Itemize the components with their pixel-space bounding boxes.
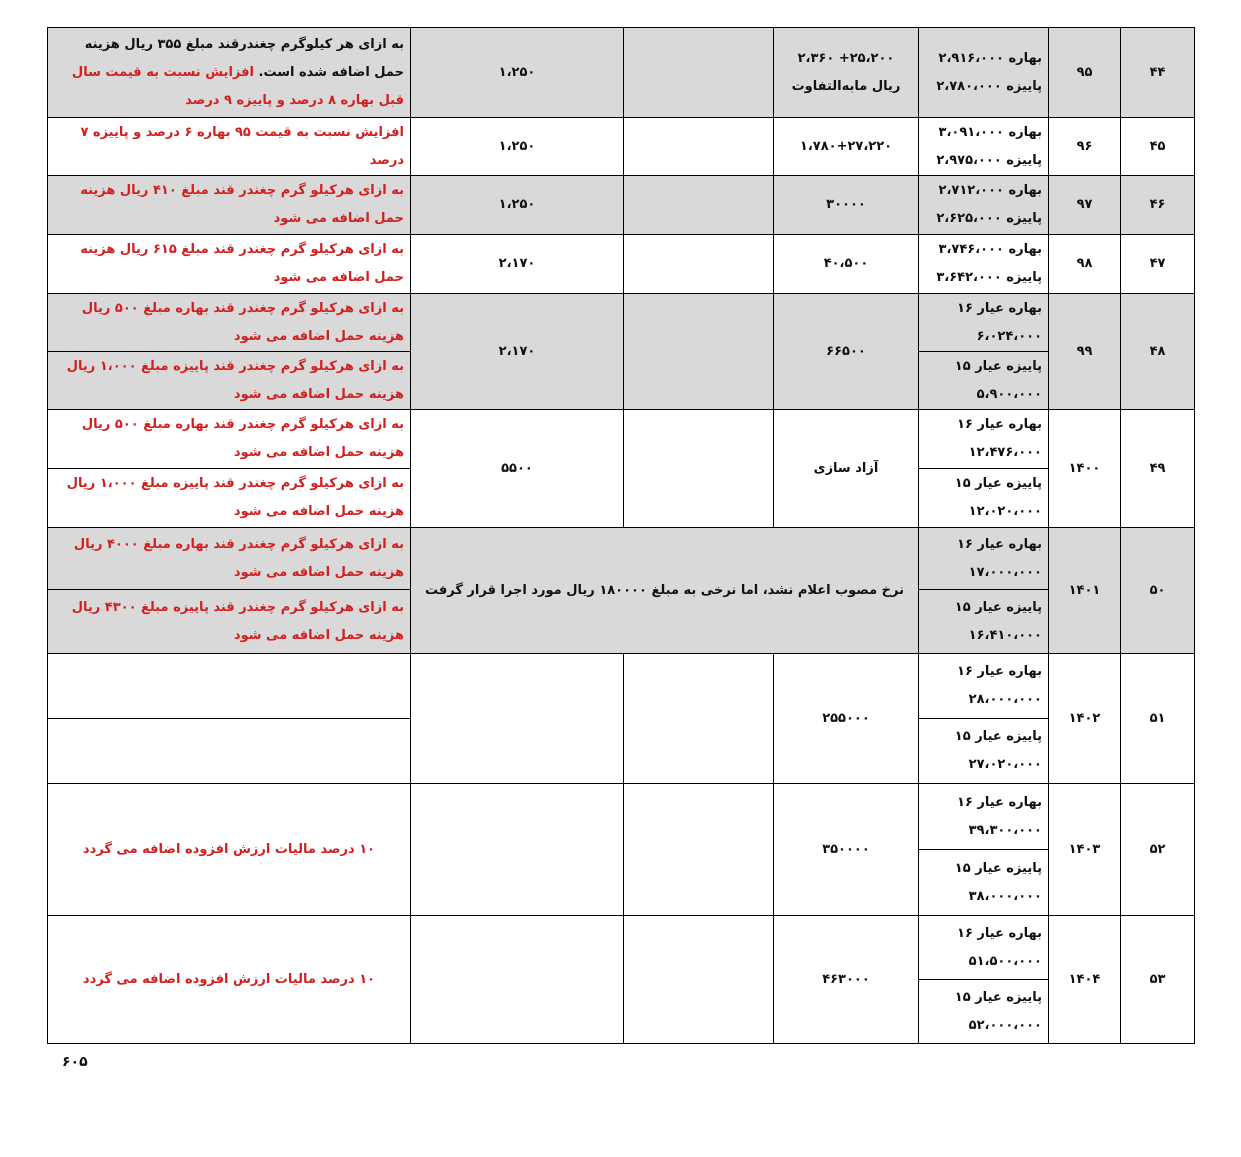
table-row bbox=[48, 294, 1195, 352]
note-red: افزایش نسبت به قیمت سال قبل بهاره ۸ درصد و پاییزه ۹ درصد bbox=[71, 64, 404, 108]
autumn-cell bbox=[919, 590, 1049, 654]
row-index: ۵۳ bbox=[1121, 916, 1195, 1044]
row-note-spring bbox=[48, 654, 411, 719]
autumn-price: پاییزه ۲،۷۸۰،۰۰۰ bbox=[936, 78, 1042, 94]
table-row bbox=[48, 235, 1195, 294]
row-index: ۵۱ bbox=[1121, 654, 1195, 784]
row-year: ۹۵ bbox=[1049, 28, 1121, 118]
autumn-label: پاییزه عیار ۱۵ bbox=[954, 729, 1042, 744]
row-year: ۹۷ bbox=[1049, 176, 1121, 235]
row-cost: ۵۵۰۰ bbox=[411, 410, 624, 528]
row-year: ۱۴۰۲ bbox=[1049, 654, 1121, 784]
row-cost: ۱،۲۵۰ bbox=[411, 176, 624, 235]
row-cost: ۱،۲۵۰ bbox=[411, 28, 624, 118]
spring-label: بهاره عیار ۱۶ bbox=[957, 925, 1042, 941]
rate-value: ۲۵،۲۰۰+ ۲،۳۶۰ bbox=[797, 50, 895, 66]
spring-price: ۶،۰۲۴،۰۰۰ bbox=[976, 328, 1042, 344]
table-row bbox=[48, 916, 1195, 980]
autumn-price: ۱۶،۴۱۰،۰۰۰ bbox=[968, 627, 1042, 643]
autumn-price: ۱۲،۰۲۰،۰۰۰ bbox=[968, 504, 1042, 519]
row-year: ۱۴۰۰ bbox=[1049, 410, 1121, 528]
autumn-label: پاییزه عیار ۱۵ bbox=[954, 476, 1042, 491]
row-price bbox=[919, 176, 1049, 235]
note-black: به ازای هر کیلوگرم چغندرقند مبلغ ۳۵۵ ریال هزینه حمل اضافه شده است. bbox=[84, 36, 404, 80]
spring-price: ۱۷،۰۰۰،۰۰۰ bbox=[968, 564, 1042, 580]
spring-cell bbox=[919, 294, 1049, 352]
row-note-spring: به ازای هرکیلو گرم چغندر قند بهاره مبلغ ۵۰۰ ریال هزینه حمل اضافه می شود bbox=[48, 410, 411, 469]
row-note-autumn: به ازای هرکیلو گرم چغندر قند پاییزه مبلغ ۱،۰۰۰ ریال هزینه حمل اضافه می شود bbox=[48, 469, 411, 528]
spring-price: ۳۹،۳۰۰،۰۰۰ bbox=[968, 822, 1042, 838]
row-note: به ازای هرکیلو گرم چغندر قند مبلغ ۴۱۰ ریال هزینه حمل اضافه می شود bbox=[48, 176, 411, 235]
row-note: به ازای هرکیلو گرم چغندر قند مبلغ ۶۱۵ ریال هزینه حمل اضافه می شود bbox=[48, 235, 411, 294]
row-note-spring: به ازای هرکیلو گرم چغندر قند بهاره مبلغ ۴۰۰۰ ریال هزینه حمل اضافه می شود bbox=[48, 528, 411, 590]
spring-price: ۵۱،۵۰۰،۰۰۰ bbox=[968, 953, 1042, 969]
row-price bbox=[919, 28, 1049, 118]
row-index: ۴۴ bbox=[1121, 28, 1195, 118]
row-rate: ۴۶۳۰۰۰ bbox=[774, 916, 919, 1044]
autumn-cell bbox=[919, 850, 1049, 916]
row-cost bbox=[411, 784, 624, 916]
row-rate: ۳۰۰۰۰ bbox=[774, 176, 919, 235]
row-note: ۱۰ درصد مالیات ارزش افزوده اضافه می گردد bbox=[48, 916, 411, 1044]
row-rate: ۱،۷۸۰+۲۷،۲۲۰ bbox=[774, 118, 919, 176]
autumn-label: پاییزه عیار ۱۵ bbox=[954, 358, 1042, 374]
autumn-cell bbox=[919, 980, 1049, 1044]
row-index: ۴۸ bbox=[1121, 294, 1195, 410]
spring-label: بهاره عیار ۱۶ bbox=[957, 300, 1042, 316]
row-year: ۹۶ bbox=[1049, 118, 1121, 176]
row-note-autumn bbox=[48, 719, 411, 784]
row-index: ۴۹ bbox=[1121, 410, 1195, 528]
autumn-label: پاییزه عیار ۱۵ bbox=[954, 989, 1042, 1005]
row-empty bbox=[624, 294, 774, 410]
row-empty bbox=[624, 118, 774, 176]
spring-price: ۱۲،۴۷۶،۰۰۰ bbox=[968, 445, 1042, 460]
spring-cell bbox=[919, 916, 1049, 980]
row-year: ۹۹ bbox=[1049, 294, 1121, 410]
spring-price: بهاره ۲،۹۱۶،۰۰۰ bbox=[938, 50, 1042, 66]
row-cost: ۲،۱۷۰ bbox=[411, 235, 624, 294]
spring-label: بهاره عیار ۱۶ bbox=[957, 536, 1042, 552]
row-note: افزایش نسبت به قیمت ۹۵ بهاره ۶ درصد و پاییزه ۷ درصد bbox=[48, 118, 411, 176]
row-empty bbox=[624, 654, 774, 784]
table-row bbox=[48, 654, 1195, 719]
row-note-autumn: به ازای هرکیلو گرم چغندر قند پاییزه مبلغ ۴۳۰۰ ریال هزینه حمل اضافه می شود bbox=[48, 590, 411, 654]
spring-cell bbox=[919, 654, 1049, 719]
spring-price: ۲۸،۰۰۰،۰۰۰ bbox=[968, 692, 1042, 707]
row-rate: ۳۵۰۰۰۰ bbox=[774, 784, 919, 916]
table-row bbox=[48, 176, 1195, 235]
row-year: ۱۴۰۳ bbox=[1049, 784, 1121, 916]
row-empty bbox=[624, 916, 774, 1044]
table-row bbox=[48, 410, 1195, 469]
autumn-cell bbox=[919, 719, 1049, 784]
row-note-autumn: به ازای هرکیلو گرم چغندر قند پاییزه مبلغ ۱،۰۰۰ ریال هزینه حمل اضافه می شود bbox=[48, 352, 411, 410]
spring-label: بهاره عیار ۱۶ bbox=[957, 417, 1042, 432]
row-year: ۹۸ bbox=[1049, 235, 1121, 294]
row-note bbox=[48, 28, 411, 118]
row-empty bbox=[624, 235, 774, 294]
merged-rate-note: نرخ مصوب اعلام نشد، اما نرخی به مبلغ ۱۸۰۰۰۰ ریال مورد اجرا قرار گرفت bbox=[411, 528, 919, 654]
table-row bbox=[48, 784, 1195, 850]
row-cost: ۲،۱۷۰ bbox=[411, 294, 624, 410]
row-rate bbox=[774, 28, 919, 118]
autumn-price: ۳۸،۰۰۰،۰۰۰ bbox=[968, 888, 1042, 904]
autumn-price: پاییزه ۲،۶۲۵،۰۰۰ bbox=[936, 211, 1042, 226]
spring-cell bbox=[919, 784, 1049, 850]
row-year: ۱۴۰۴ bbox=[1049, 916, 1121, 1044]
row-cost: ۱،۲۵۰ bbox=[411, 118, 624, 176]
spring-label: بهاره عیار ۱۶ bbox=[957, 664, 1042, 679]
row-price bbox=[919, 118, 1049, 176]
autumn-price: ۵،۹۰۰،۰۰۰ bbox=[976, 386, 1042, 402]
spring-price: بهاره ۳،۷۴۶،۰۰۰ bbox=[938, 242, 1042, 257]
row-rate: آزاد سازی bbox=[774, 410, 919, 528]
autumn-price: ۲۷،۰۲۰،۰۰۰ bbox=[968, 757, 1042, 772]
row-index: ۴۵ bbox=[1121, 118, 1195, 176]
autumn-label: پاییزه عیار ۱۵ bbox=[954, 860, 1042, 876]
row-index: ۵۰ bbox=[1121, 528, 1195, 654]
row-cost bbox=[411, 916, 624, 1044]
rate-note: ریال مابه‌التفاوت bbox=[791, 78, 901, 94]
spring-label: بهاره عیار ۱۶ bbox=[957, 794, 1042, 810]
row-note-spring: به ازای هرکیلو گرم چغندر قند بهاره مبلغ ۵۰۰ ریال هزینه حمل اضافه می شود bbox=[48, 294, 411, 352]
autumn-cell bbox=[919, 352, 1049, 410]
spring-cell bbox=[919, 410, 1049, 469]
row-index: ۴۶ bbox=[1121, 176, 1195, 235]
autumn-price: پاییزه ۳،۶۴۲،۰۰۰ bbox=[936, 270, 1042, 285]
row-empty bbox=[624, 410, 774, 528]
autumn-cell bbox=[919, 469, 1049, 528]
row-note: ۱۰ درصد مالیات ارزش افزوده اضافه می گردد bbox=[48, 784, 411, 916]
row-empty bbox=[624, 28, 774, 118]
row-empty bbox=[624, 176, 774, 235]
table-row bbox=[48, 118, 1195, 176]
row-rate: ۶۶۵۰۰ bbox=[774, 294, 919, 410]
autumn-price: ۵۲،۰۰۰،۰۰۰ bbox=[968, 1017, 1042, 1033]
row-rate: ۴۰،۵۰۰ bbox=[774, 235, 919, 294]
row-cost bbox=[411, 654, 624, 784]
spring-price: بهاره ۳،۰۹۱،۰۰۰ bbox=[938, 124, 1042, 140]
row-year: ۱۴۰۱ bbox=[1049, 528, 1121, 654]
row-index: ۵۲ bbox=[1121, 784, 1195, 916]
row-index: ۴۷ bbox=[1121, 235, 1195, 294]
row-rate: ۲۵۵۰۰۰ bbox=[774, 654, 919, 784]
page-number: ۶۰۵ bbox=[62, 1054, 88, 1070]
table-row bbox=[48, 28, 1195, 118]
spring-price: بهاره ۲،۷۱۲،۰۰۰ bbox=[938, 183, 1042, 198]
autumn-price: پاییزه ۲،۹۷۵،۰۰۰ bbox=[936, 152, 1042, 168]
spring-cell bbox=[919, 528, 1049, 590]
price-table bbox=[47, 27, 1195, 1044]
row-empty bbox=[624, 784, 774, 916]
autumn-label: پاییزه عیار ۱۵ bbox=[954, 599, 1042, 615]
table-row bbox=[48, 528, 1195, 590]
row-price bbox=[919, 235, 1049, 294]
